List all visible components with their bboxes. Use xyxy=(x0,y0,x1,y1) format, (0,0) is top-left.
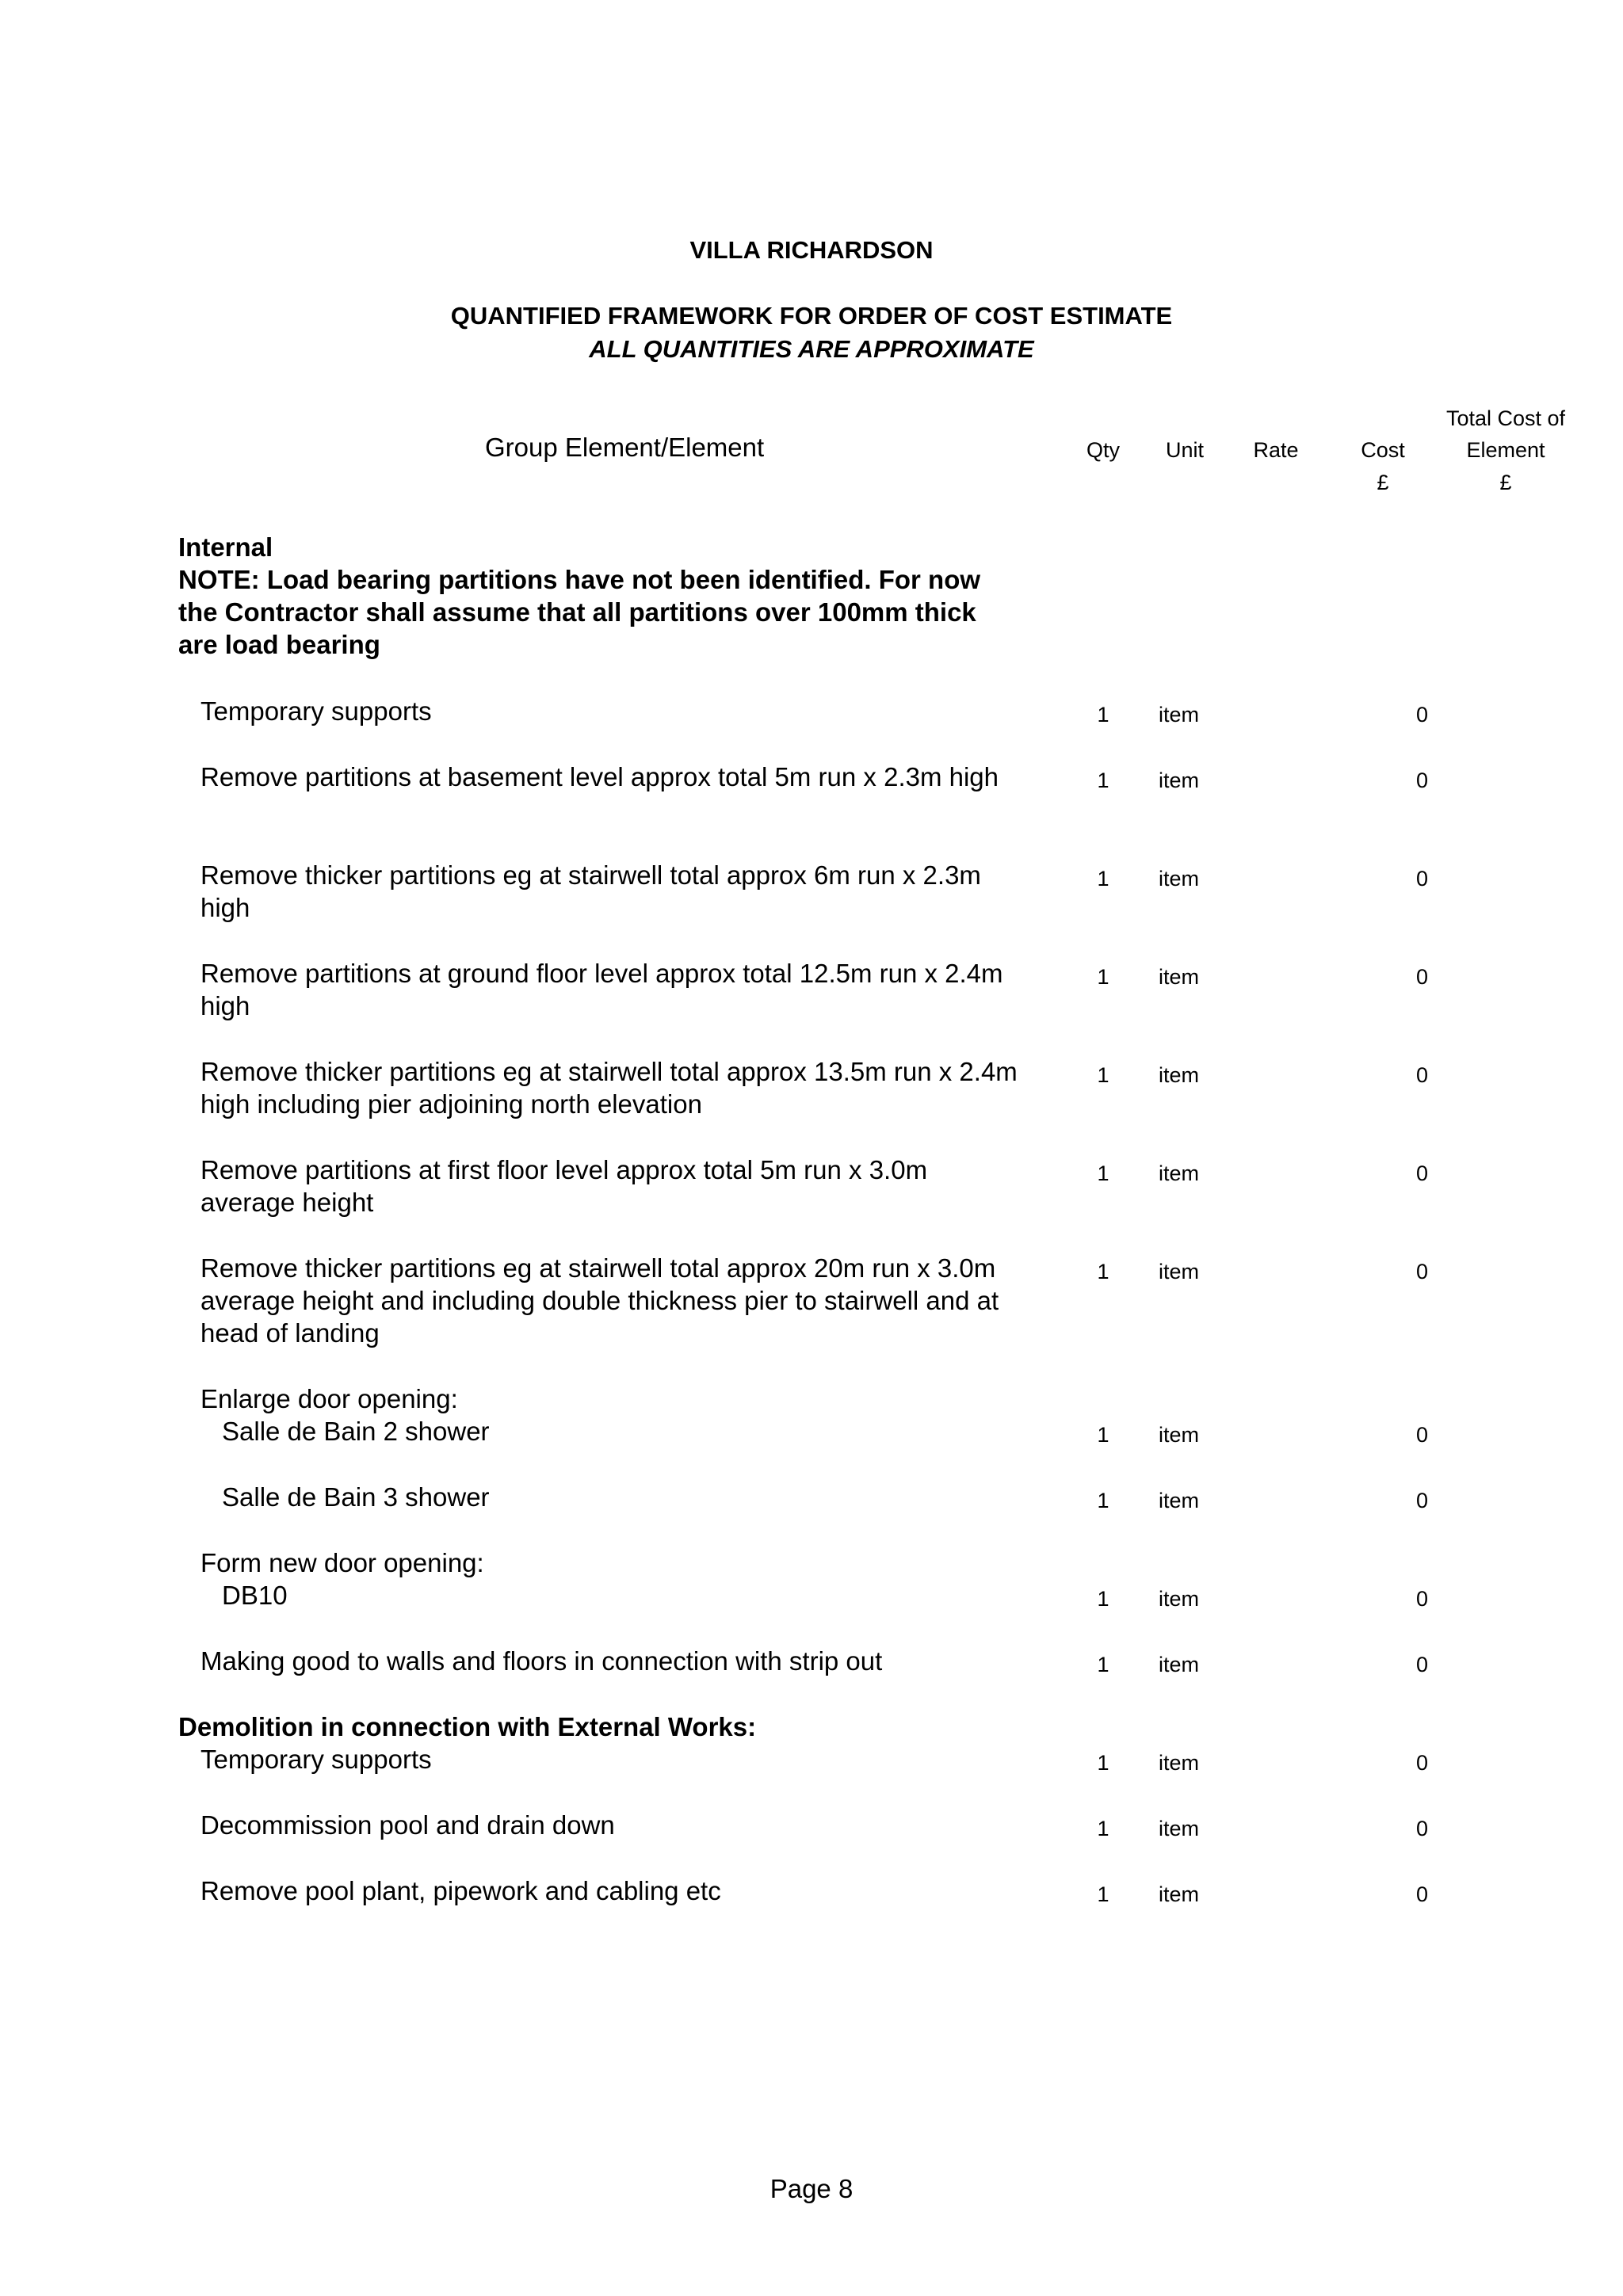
item-qty: 1 xyxy=(1097,1653,1109,1676)
item-qty: 1 xyxy=(1097,1063,1109,1087)
item-description: DB10 xyxy=(222,1581,288,1610)
item-unit: item xyxy=(1159,1882,1200,1906)
item-cost: 0 xyxy=(1415,1817,1428,1840)
item-description: Decommission pool and drain down xyxy=(200,1810,615,1840)
item-description: Temporary supports xyxy=(200,696,432,726)
item-qty: 1 xyxy=(1097,703,1109,727)
document-title: VILLA RICHARDSON xyxy=(689,236,934,264)
item-qty: 1 xyxy=(1097,1161,1109,1185)
item-qty: 1 xyxy=(1097,867,1109,891)
item-description: Salle de Bain 2 shower xyxy=(222,1417,490,1446)
item-cost: 0 xyxy=(1415,769,1428,792)
header-qty: Qty xyxy=(1086,438,1120,462)
item-cost: 0 xyxy=(1415,867,1428,891)
item-unit: item xyxy=(1159,1817,1200,1840)
subheading-enlarge-door: Enlarge door opening: xyxy=(200,1384,458,1413)
item-cost: 0 xyxy=(1415,1063,1428,1087)
item-unit: item xyxy=(1159,703,1200,727)
item-unit: item xyxy=(1159,1587,1200,1611)
header-total-line2: Element xyxy=(1466,438,1545,462)
item-cost: 0 xyxy=(1415,1653,1428,1676)
header-cost: Cost xyxy=(1361,438,1405,462)
item-qty: 1 xyxy=(1097,1751,1109,1775)
item-qty: 1 xyxy=(1097,1423,1109,1447)
item-description: Salle de Bain 3 shower xyxy=(222,1482,490,1512)
page-number: Page 8 xyxy=(769,2174,854,2203)
item-qty: 1 xyxy=(1097,1489,1109,1512)
item-unit: item xyxy=(1159,1751,1200,1775)
item-qty: 1 xyxy=(1097,965,1109,989)
item-unit: item xyxy=(1159,1161,1200,1185)
header-total-line1: Total Cost of xyxy=(1445,406,1566,430)
item-unit: item xyxy=(1159,965,1200,989)
item-cost: 0 xyxy=(1415,1260,1428,1283)
item-qty: 1 xyxy=(1097,1260,1109,1283)
item-unit: item xyxy=(1159,1260,1200,1283)
item-unit: item xyxy=(1159,867,1200,891)
document-subtitle-note: ALL QUANTITIES ARE APPROXIMATE xyxy=(589,335,1034,363)
item-qty: 1 xyxy=(1097,1882,1109,1906)
item-qty: 1 xyxy=(1097,1817,1109,1840)
item-unit: item xyxy=(1159,1423,1200,1447)
item-unit: item xyxy=(1159,1063,1200,1087)
item-description: Remove partitions at basement level approx total 5m run x 2.3m high xyxy=(200,762,999,791)
item-cost: 0 xyxy=(1415,1489,1428,1512)
document-subtitle: QUANTIFIED FRAMEWORK FOR ORDER OF COST ESTIMATE xyxy=(450,302,1173,330)
header-group-element: Group Element/Element xyxy=(485,433,765,462)
item-cost: 0 xyxy=(1415,703,1428,727)
header-total-currency: £ xyxy=(1499,471,1512,494)
item-unit: item xyxy=(1159,769,1200,792)
header-unit: Unit xyxy=(1165,438,1204,462)
item-cost: 0 xyxy=(1415,1423,1428,1447)
item-unit: item xyxy=(1159,1489,1200,1512)
item-qty: 1 xyxy=(1097,769,1109,792)
header-rate: Rate xyxy=(1253,438,1299,462)
section-external-title: Demolition in connection with External Works: xyxy=(178,1712,757,1741)
item-description: Remove thicker partitions eg at stairwell total approx 20m run x 3.0m average height and including double thickness pier to stairwell and at head of landing xyxy=(200,1253,999,1348)
section-internal-note: NOTE: Load bearing partitions have not been identified. For now the Contractor shall assume that all partitions over 100mm thick are load bearing xyxy=(178,565,981,659)
item-qty: 1 xyxy=(1097,1587,1109,1611)
item-description: Making good to walls and floors in connection with strip out xyxy=(200,1646,883,1676)
item-cost: 0 xyxy=(1415,965,1428,989)
section-internal-title: Internal xyxy=(178,532,273,562)
item-description: Remove pool plant, pipework and cabling etc xyxy=(200,1876,721,1905)
subheading-form-new-door: Form new door opening: xyxy=(200,1548,484,1577)
item-description: Remove partitions at ground floor level approx total 12.5m run x 2.4m high xyxy=(200,959,1003,1020)
item-cost: 0 xyxy=(1415,1587,1428,1611)
item-cost: 0 xyxy=(1415,1751,1428,1775)
item-description: Temporary supports xyxy=(200,1745,432,1774)
item-unit: item xyxy=(1159,1653,1200,1676)
item-cost: 0 xyxy=(1415,1882,1428,1906)
item-description: Remove thicker partitions eg at stairwell total approx 6m run x 2.3m high xyxy=(200,860,981,922)
item-description: Remove thicker partitions eg at stairwell total approx 13.5m run x 2.4m high including pier adjoining north elevation xyxy=(200,1057,1018,1119)
item-description: Remove partitions at first floor level approx total 5m run x 3.0m average height xyxy=(200,1155,928,1217)
item-cost: 0 xyxy=(1415,1161,1428,1185)
header-cost-currency: £ xyxy=(1377,471,1389,494)
